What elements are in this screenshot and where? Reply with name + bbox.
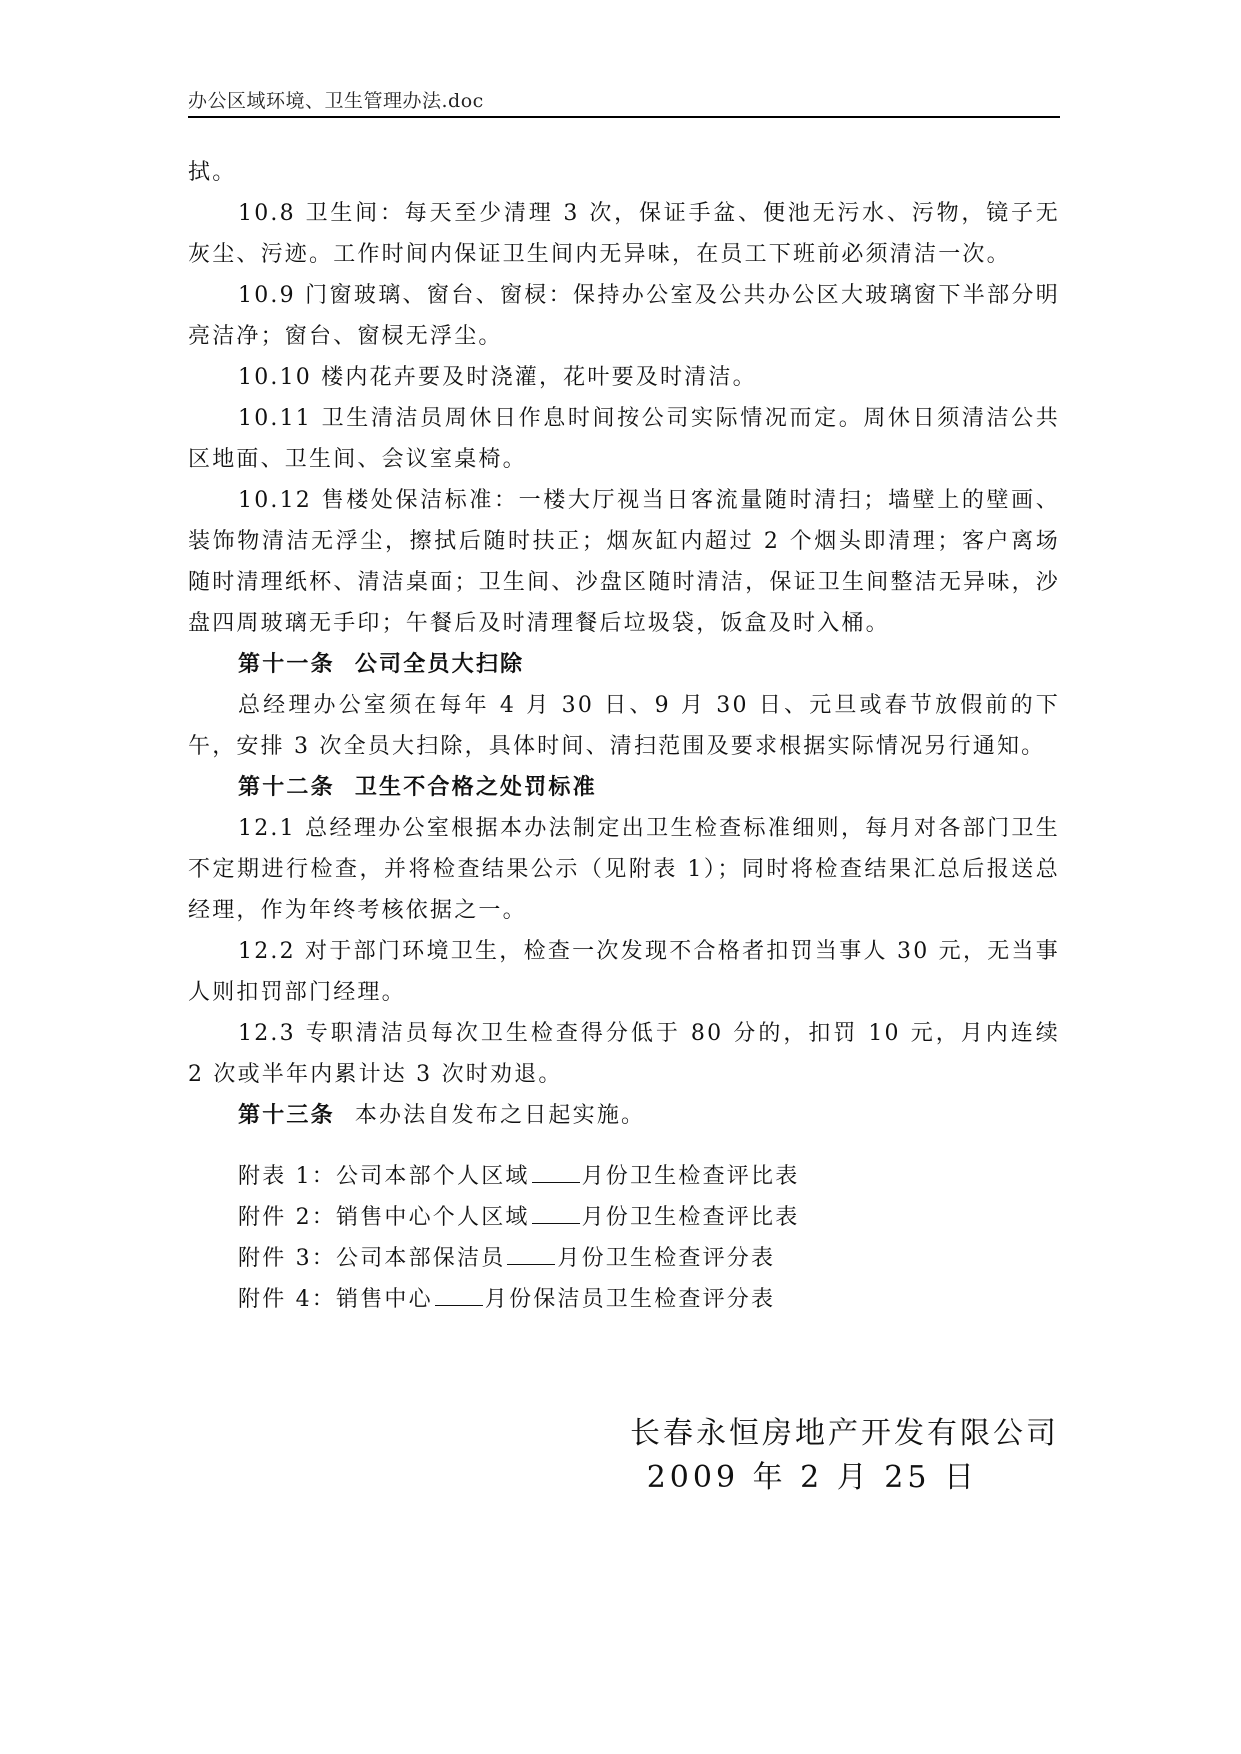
attachment-item	[188, 1156, 1060, 1197]
fill-in-blank	[532, 1223, 580, 1224]
paragraph-10-10: 10.10 楼内花卉要及时浇灌，花叶要及时清洁。	[238, 365, 757, 390]
article-13-text: 本办法自发布之日起实施。	[354, 1103, 646, 1128]
attachment-item	[188, 1279, 1060, 1320]
attachment-item-prefix: 附件 4：销售中心	[238, 1287, 433, 1312]
article-13-heading	[188, 1095, 1060, 1136]
paragraph-10-12: 10.12 售楼处保洁标准：一楼大厅视当日客流量随时清扫；墙壁上的壁画、装饰物清洁无浮尘，擦拭后随时扶正；烟灰缸内超过 2 个烟头即清理；客户离场随时清理纸杯、清洁桌面；卫生间、沙盘区随时清洁，保证卫生间整洁无异味，沙盘四周玻璃无手印；午餐后及时清理餐后垃圾袋，饭盒及时入桶。	[188, 488, 1060, 636]
article-11-label: 第十一条	[238, 651, 335, 677]
paragraph-12-1: 12.1 总经理办公室根据本办法制定出卫生检查标准细则，每月对各部门卫生不定期进行检查，并将检查结果公示（见附表 1）；同时将检查结果汇总后报送总经理，作为年终考核依据之一。	[188, 816, 1060, 923]
article-11-heading	[188, 644, 1060, 685]
attachment-item-prefix: 附件 3：公司本部保洁员	[238, 1246, 506, 1271]
paragraph-10-9: 10.9 门窗玻璃、窗台、窗棂：保持办公室及公共办公区大玻璃窗下半部分明亮洁净；窗台、窗棂无浮尘。	[188, 283, 1060, 349]
article-11-title: 公司全员大扫除	[354, 651, 525, 677]
paragraph-continuation: 拭。	[188, 160, 237, 185]
paragraph-10-11: 10.11 卫生清洁员周休日作息时间按公司实际情况而定。周休日须清洁公共区地面、卫生间、会议室桌椅。	[188, 406, 1060, 472]
paragraph-12-2: 12.2 对于部门环境卫生，检查一次发现不合格者扣罚当事人 30 元，无当事人则扣罚部门经理。	[188, 939, 1060, 1005]
attachment-item-suffix: 月份卫生检查评比表	[581, 1205, 800, 1230]
article-13-label: 第十三条	[238, 1102, 335, 1128]
attachment-item-suffix: 月份保洁员卫生检查评分表	[484, 1287, 776, 1312]
paragraph-10-8: 10.8 卫生间：每天至少清理 3 次，保证手盆、便池无污水、污物，镜子无灰尘、污迹。工作时间内保证卫生间内无异味，在员工下班前必须清洁一次。	[188, 201, 1060, 267]
article-12-label: 第十二条	[238, 774, 335, 800]
attachment-item-suffix: 月份卫生检查评比表	[581, 1164, 800, 1189]
fill-in-blank	[435, 1305, 483, 1306]
attachment-item-suffix: 月份卫生检查评分表	[557, 1246, 776, 1271]
signature-company: 长春永恒房地产开发有限公司	[630, 1416, 1059, 1451]
fill-in-blank	[532, 1182, 580, 1183]
document-body	[188, 152, 1060, 1320]
paragraph-article-11: 总经理办公室须在每年 4 月 30 日、9 月 30 日、元旦或春节放假前的下午，安排 3 次全员大扫除，具体时间、清扫范围及要求根据实际情况另行通知。	[188, 693, 1060, 759]
signature-date: 2009 年 2 月 25 日	[646, 1460, 978, 1495]
article-12-heading	[188, 767, 1060, 808]
attachment-item	[188, 1238, 1060, 1279]
fill-in-blank	[507, 1264, 555, 1265]
page-header-filename: 办公区域环境、卫生管理办法.doc	[188, 90, 484, 112]
article-12-title: 卫生不合格之处罚标准	[354, 774, 597, 800]
header-divider	[188, 116, 1060, 118]
attachment-item-prefix: 附件 2：销售中心个人区域	[238, 1205, 530, 1230]
spacer	[188, 1136, 1060, 1156]
paragraph-12-3: 12.3 专职清洁员每次卫生检查得分低于 80 分的，扣罚 10 元，月内连续 2 次或半年内累计达 3 次时劝退。	[188, 1021, 1060, 1087]
attachment-item	[188, 1197, 1060, 1238]
attachment-item-prefix: 附表 1：公司本部个人区域	[238, 1164, 530, 1189]
